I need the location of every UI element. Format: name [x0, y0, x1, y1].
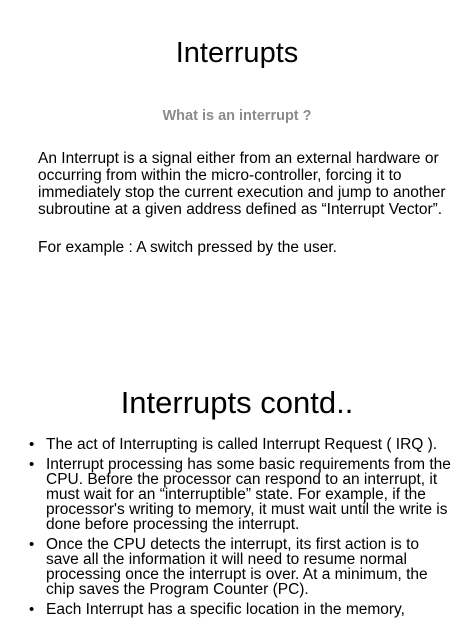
slide-interrupts-contd: [0, 370, 474, 632]
bullet-list: [0, 437, 474, 622]
bullet-icon: •: [29, 601, 35, 618]
bullet-item: [0, 437, 474, 452]
definition-paragraph: An Interrupt is a signal either from an external hardware or occurring from within the micro-controller, forcing it to immediately stop the current execution and jump to another subroutine at a given address defined as “Interrupt Vector”.: [38, 150, 446, 218]
bullet-icon: •: [29, 436, 35, 453]
bullet-icon: •: [29, 456, 35, 473]
bullet-item: [0, 537, 474, 597]
slide-title: Interrupts contd..: [120, 385, 354, 420]
slide-title: Interrupts: [175, 37, 299, 69]
bullet-text: The act of Interrupting is called Interrupt Request ( IRQ ).: [46, 436, 438, 453]
bullet-icon: •: [29, 536, 35, 553]
slide-subtitle: What is an interrupt ?: [162, 108, 312, 124]
bullet-item: [0, 457, 474, 532]
bullet-text: Interrupt processing has some basic requirements from the CPU. Before the processor can respond to an interrupt, it must wait for an “interruptible” state. For example, if the processor's writing to memory, it must wait until the write is done before processing the interrupt.: [46, 456, 451, 533]
example-paragraph: For example : A switch pressed by the user.: [38, 239, 337, 256]
bullet-item: [0, 602, 474, 617]
bullet-text: Each Interrupt has a specific location in the memory,: [46, 601, 405, 618]
bullet-text: Once the CPU detects the interrupt, its first action is to save all the information it will need to resume normal processing once the interrupt is over. At a minimum, the chip saves the Program Counter (PC).: [46, 536, 428, 598]
